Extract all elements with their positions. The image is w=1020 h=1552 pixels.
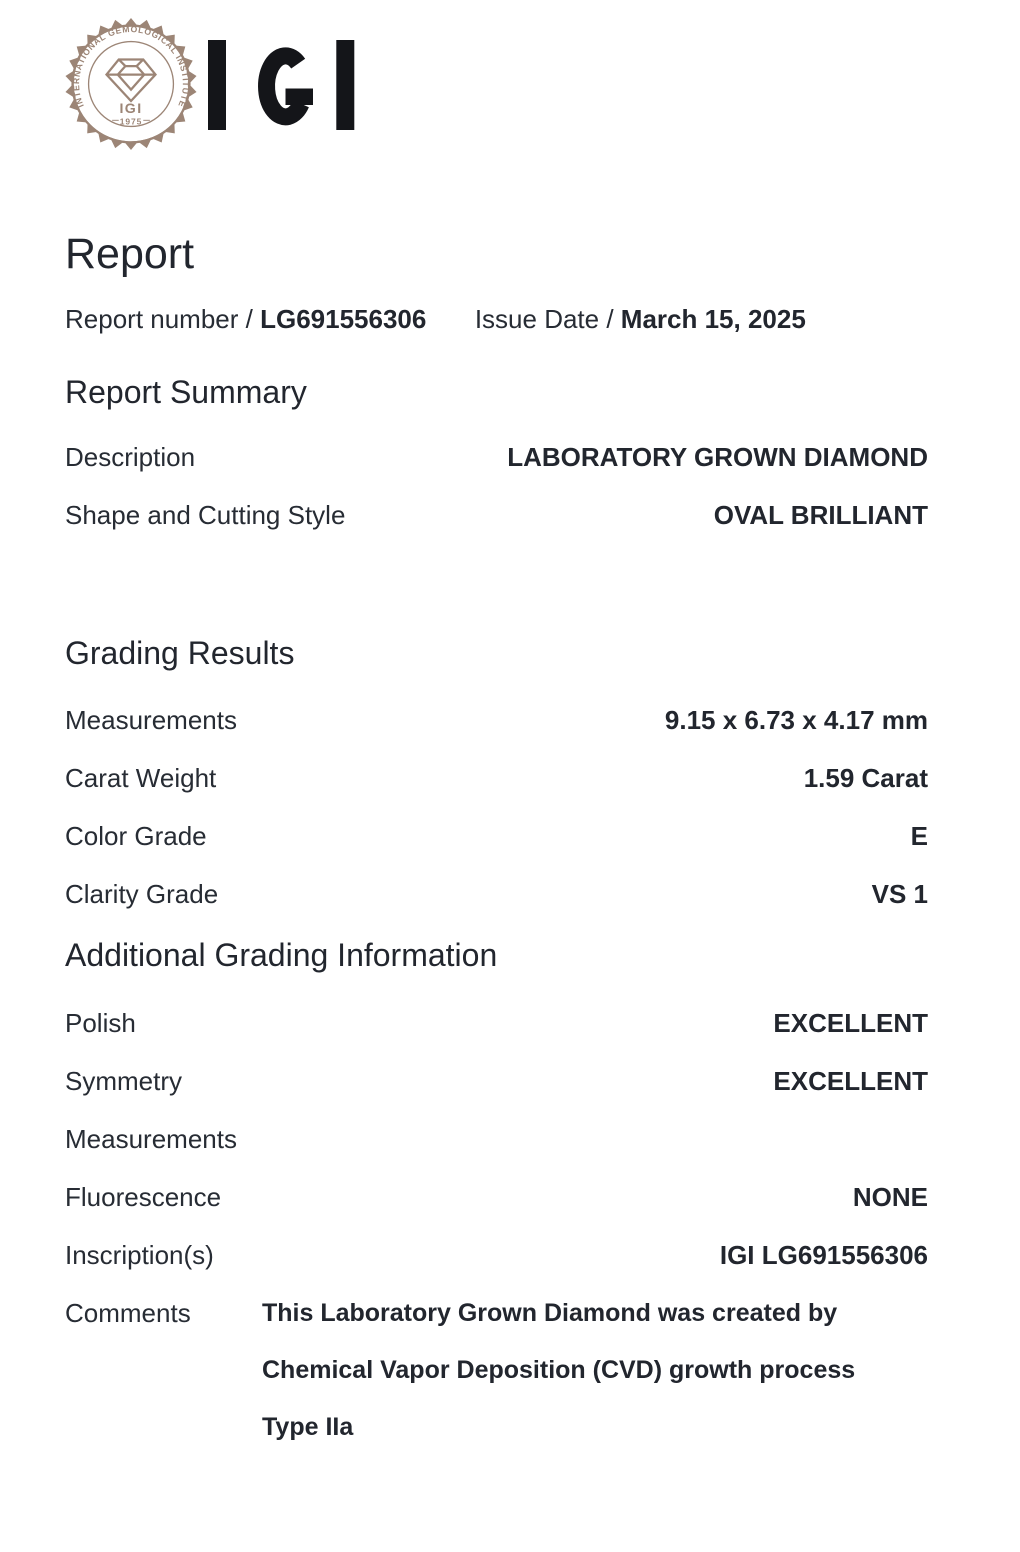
row-value: VS 1 <box>871 879 928 910</box>
comments-text: This Laboratory Grown Diamond was created by Chemical Vapor Deposition (CVD) growth process <box>262 1298 856 1384</box>
row-label: Fluorescence <box>65 1182 222 1213</box>
row-value: IGI LG691556306 <box>719 1240 928 1271</box>
row-label: Measurements <box>65 1124 237 1155</box>
table-row <box>65 750 928 808</box>
seal-ring-text: INTERNATIONAL GEMOLOGICAL INSTITUTE <box>71 24 191 110</box>
row-value: 1.59 Carat <box>803 763 928 794</box>
section-heading-report-summary: Report Summary <box>65 374 307 411</box>
row-label: Measurements <box>65 705 237 736</box>
row-label: Shape and Cutting Style <box>65 499 346 530</box>
table-row <box>65 1053 928 1111</box>
seal-year: 1975 <box>119 116 143 127</box>
brand-header <box>65 18 928 150</box>
report-summary-rows <box>65 428 928 544</box>
issue-date-label: Issue Date / <box>474 304 614 335</box>
row-label: Symmetry <box>65 1066 182 1097</box>
row-value: EXCELLENT <box>773 1008 928 1039</box>
row-value: OVAL BRILLIANT <box>713 499 928 530</box>
row-value: 9.15 x 6.73 x 4.17 mm <box>664 705 928 736</box>
igi-seal-icon <box>65 18 197 150</box>
page-title: Report <box>65 230 195 278</box>
row-label: Inscription(s) <box>65 1240 214 1271</box>
row-label: Color Grade <box>65 821 207 852</box>
report-meta <box>65 303 928 337</box>
row-label: Comments <box>65 1297 191 1328</box>
comments-type: Type IIa <box>262 1412 354 1441</box>
table-row <box>65 866 928 924</box>
row-label: Description <box>65 441 196 472</box>
row-value: E <box>910 821 928 852</box>
table-row <box>65 1111 928 1169</box>
table-row <box>65 808 928 866</box>
row-label: Carat Weight <box>65 763 217 794</box>
table-row <box>65 995 928 1053</box>
report-number-label: Report number / <box>65 304 253 335</box>
table-row <box>65 486 928 544</box>
issue-date: March 15, 2025 <box>620 304 806 335</box>
grading-results-rows <box>65 692 928 924</box>
comments-value <box>262 1285 928 1456</box>
igi-wordmark <box>208 40 355 131</box>
seal-monogram: IGI <box>119 100 143 117</box>
table-row <box>65 1169 928 1227</box>
section-heading-additional-grading: Additional Grading Information <box>65 936 498 973</box>
section-heading-grading-results: Grading Results <box>65 635 295 672</box>
row-value: LABORATORY GROWN DIAMOND <box>507 441 928 472</box>
table-row <box>65 428 928 486</box>
report-number: LG691556306 <box>260 304 427 335</box>
table-row <box>65 692 928 750</box>
table-row-comments <box>65 1285 928 1456</box>
additional-grading-rows <box>65 995 928 1456</box>
table-row <box>65 1227 928 1285</box>
row-label: Polish <box>65 1008 136 1039</box>
row-value: NONE <box>852 1182 928 1213</box>
row-value: EXCELLENT <box>773 1066 928 1097</box>
row-label: Clarity Grade <box>65 879 219 910</box>
